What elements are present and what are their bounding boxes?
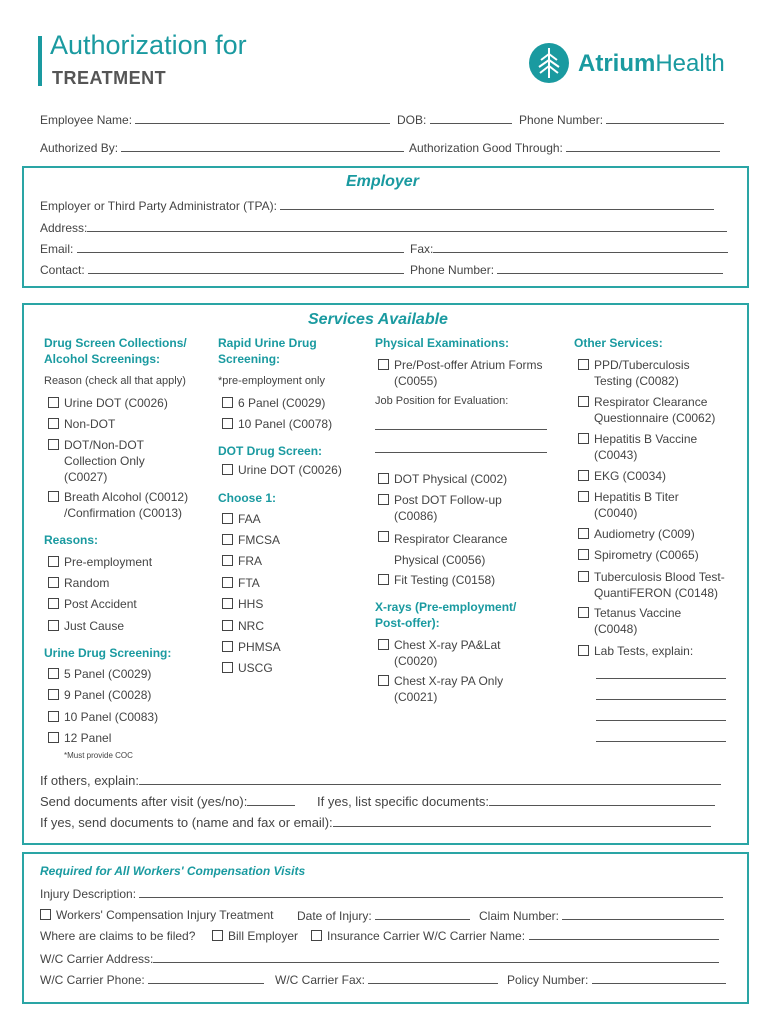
other-services-heading: Other Services: bbox=[574, 336, 663, 350]
checkbox-dot-physical[interactable]: DOT Physical (C002) bbox=[378, 471, 507, 487]
reason-note: Reason (check all that apply) bbox=[44, 375, 186, 387]
checkbox-respirator-questionnaire[interactable]: Respirator Clearance Questionnaire (C0062) bbox=[578, 394, 734, 426]
checkbox-non-dot[interactable]: Non-DOT bbox=[48, 416, 115, 432]
dot-drug-screen-heading: DOT Drug Screen: bbox=[218, 444, 323, 458]
checkbox-hep-b-vaccine[interactable]: Hepatitis B Vaccine (C0043) bbox=[578, 431, 714, 463]
checkbox-10-panel-rapid[interactable]: 10 Panel (C0078) bbox=[222, 416, 332, 432]
job-position-line-1[interactable] bbox=[375, 428, 547, 430]
xrays-heading: X-rays (Pre-employment/ Post-offer): bbox=[375, 600, 517, 630]
coc-note: *Must provide COC bbox=[64, 751, 133, 760]
checkbox-chest-xray-pa-only[interactable]: Chest X-ray PA Only (C0021) bbox=[378, 673, 529, 705]
employer-email-field[interactable]: Email: bbox=[40, 241, 404, 256]
checkbox-hhs[interactable]: HHS bbox=[222, 596, 263, 612]
drug-screen-heading: Drug Screen Collections/ Alcohol Screenings: bbox=[44, 336, 187, 366]
authorized-by-field[interactable]: Authorized By: bbox=[40, 140, 404, 155]
reasons-heading: Reasons: bbox=[44, 533, 99, 547]
send-docs-field[interactable]: Send documents after visit (yes/no): bbox=[40, 793, 295, 809]
carrier-fax-field[interactable]: W/C Carrier Fax: bbox=[275, 972, 498, 987]
atrium-logo-icon bbox=[528, 42, 570, 84]
checkbox-just-cause[interactable]: Just Cause bbox=[48, 618, 124, 634]
checkbox-nrc[interactable]: NRC bbox=[222, 618, 264, 634]
checkbox-random[interactable]: Random bbox=[48, 575, 109, 591]
job-position-line-2[interactable] bbox=[375, 451, 547, 453]
title-accent-bar bbox=[38, 36, 42, 86]
rapid-urine-heading: Rapid Urine Drug Screening: bbox=[218, 336, 317, 366]
checkbox-ekg[interactable]: EKG (C0034) bbox=[578, 468, 666, 484]
checkbox-6-panel[interactable]: 6 Panel (C0029) bbox=[222, 395, 325, 411]
carrier-address-field[interactable]: W/C Carrier Address: bbox=[40, 951, 719, 966]
checkbox-fra[interactable]: FRA bbox=[222, 553, 262, 569]
checkbox-phmsa[interactable]: PHMSA bbox=[222, 639, 281, 655]
page-subtitle: TREATMENT bbox=[52, 68, 167, 88]
checkbox-post-accident[interactable]: Post Accident bbox=[48, 596, 137, 612]
job-position-label: Job Position for Evaluation: bbox=[375, 395, 509, 407]
claim-number-field[interactable]: Claim Number: bbox=[479, 908, 724, 923]
lab-tests-line-2[interactable] bbox=[596, 698, 726, 700]
lab-tests-line-4[interactable] bbox=[596, 740, 726, 742]
checkbox-respirator-physical[interactable]: Respirator Clearance Physical (C0056) bbox=[378, 529, 534, 571]
choose-one-heading: Choose 1: bbox=[218, 491, 277, 505]
checkbox-pre-post-offer[interactable]: Pre/Post-offer Atrium Forms (C0055) bbox=[378, 357, 554, 389]
checkbox-9-panel[interactable]: 9 Panel (C0028) bbox=[48, 687, 151, 703]
lab-tests-line-3[interactable] bbox=[596, 719, 726, 721]
checkbox-10-panel[interactable]: 10 Panel (C0083) bbox=[48, 709, 158, 725]
carrier-phone-field[interactable]: W/C Carrier Phone: bbox=[40, 972, 264, 987]
phone-number-field[interactable]: Phone Number: bbox=[519, 112, 724, 127]
checkbox-12-panel[interactable]: 12 Panel bbox=[48, 730, 111, 746]
checkbox-dot-non-dot-collection[interactable]: DOT/Non-DOT Collection Only (C0027) bbox=[48, 437, 174, 485]
checkbox-tetanus-vaccine[interactable]: Tetanus Vaccine (C0048) bbox=[578, 605, 704, 637]
checkbox-chest-xray-pa-lat[interactable]: Chest X-ray PA&Lat (C0020) bbox=[378, 637, 529, 669]
physical-exams-heading: Physical Examinations: bbox=[375, 336, 510, 350]
dob-field[interactable]: DOB: bbox=[397, 112, 512, 127]
checkbox-5-panel[interactable]: 5 Panel (C0029) bbox=[48, 666, 151, 682]
injury-description-field[interactable]: Injury Description: bbox=[40, 886, 723, 901]
checkbox-uscg[interactable]: USCG bbox=[222, 660, 273, 676]
checkbox-urine-dot[interactable]: Urine DOT (C0026) bbox=[48, 395, 168, 411]
where-filed-label: Where are claims to be filed? bbox=[40, 929, 196, 943]
checkbox-fta[interactable]: FTA bbox=[222, 575, 260, 591]
others-explain-field[interactable]: If others, explain: bbox=[40, 772, 721, 788]
send-to-field[interactable]: If yes, send documents to (name and fax or email): bbox=[40, 814, 711, 830]
checkbox-ppd-tb[interactable]: PPD/Tuberculosis Testing (C0082) bbox=[578, 357, 724, 389]
checkbox-wc-treatment[interactable]: Workers' Compensation Injury Treatment bbox=[40, 907, 274, 923]
employee-name-field[interactable]: Employee Name: bbox=[40, 112, 390, 127]
logo-wordmark: AtriumHealth bbox=[578, 50, 725, 77]
date-of-injury-field[interactable]: Date of Injury: bbox=[297, 908, 470, 923]
checkbox-spirometry[interactable]: Spirometry (C0065) bbox=[578, 547, 699, 563]
checkbox-breath-alcohol[interactable]: Breath Alcohol (C0012) /Confirmation (C0013) bbox=[48, 489, 214, 521]
checkbox-fmcsa[interactable]: FMCSA bbox=[222, 532, 280, 548]
employer-address-field[interactable]: Address: bbox=[40, 220, 727, 235]
list-docs-field[interactable]: If yes, list specific documents: bbox=[317, 793, 715, 809]
checkbox-insurance-carrier[interactable]: Insurance Carrier W/C Carrier Name: bbox=[311, 928, 719, 944]
checkbox-lab-tests[interactable]: Lab Tests, explain: bbox=[578, 643, 693, 659]
checkbox-fit-testing[interactable]: Fit Testing (C0158) bbox=[378, 572, 495, 588]
checkbox-urine-dot-2[interactable]: Urine DOT (C0026) bbox=[222, 462, 342, 478]
employer-title: Employer bbox=[346, 173, 419, 190]
lab-tests-line-1[interactable] bbox=[596, 677, 726, 679]
checkbox-post-dot-follow-up[interactable]: Post DOT Follow-up (C0086) bbox=[378, 492, 524, 524]
urine-drug-screening-heading: Urine Drug Screening: bbox=[44, 646, 172, 660]
pre-employment-only-note: *pre-employment only bbox=[218, 375, 325, 387]
checkbox-pre-employment[interactable]: Pre-employment bbox=[48, 554, 152, 570]
policy-number-field[interactable]: Policy Number: bbox=[507, 972, 726, 987]
checkbox-bill-employer[interactable]: Bill Employer bbox=[212, 928, 298, 944]
employer-phone-field[interactable]: Phone Number: bbox=[410, 262, 723, 277]
checkbox-faa[interactable]: FAA bbox=[222, 511, 261, 527]
services-title: Services Available bbox=[308, 311, 448, 328]
employer-contact-field[interactable]: Contact: bbox=[40, 262, 404, 277]
checkbox-audiometry[interactable]: Audiometry (C009) bbox=[578, 526, 695, 542]
checkbox-hep-b-titer[interactable]: Hepatitis B Titer (C0040) bbox=[578, 489, 704, 521]
checkbox-tb-blood-test[interactable]: Tuberculosis Blood Test-QuantiFERON (C0148) bbox=[578, 569, 734, 601]
page-title: Authorization for bbox=[50, 30, 247, 60]
workers-comp-title: Required for All Workers' Compensation Visits bbox=[40, 864, 306, 878]
employer-fax-field[interactable]: Fax: bbox=[410, 241, 728, 256]
tpa-field[interactable]: Employer or Third Party Administrator (TPA): bbox=[40, 198, 714, 213]
good-through-field[interactable]: Authorization Good Through: bbox=[409, 140, 720, 155]
